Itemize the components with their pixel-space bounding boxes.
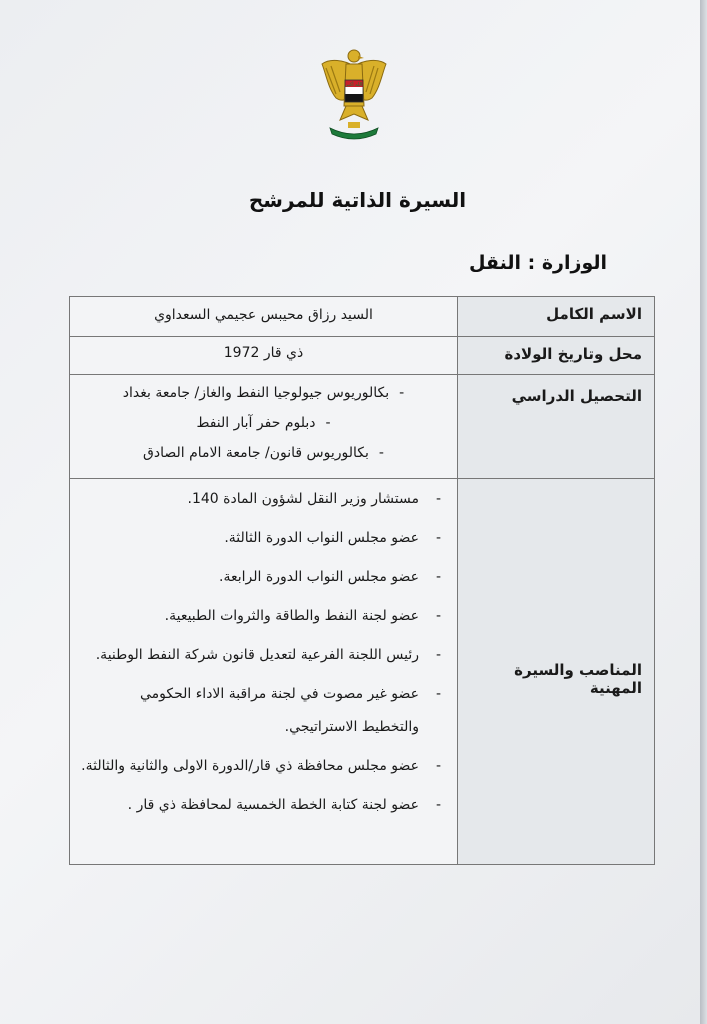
bullet-dash: - [435,569,441,585]
education-value [70,375,458,479]
list-item: -بكالوريوس جيولوجيا النفط والغاز/ جامعة بغداد [122,385,405,401]
page-edge [700,0,707,1024]
full-name-value: السيد رزاق محيبس عجيمي السعداوي [70,297,458,337]
table-row [70,297,655,337]
list-item: -دبلوم حفر آبار النفط [196,415,331,431]
list-item: -بكالوريوس قانون/ جامعة الامام الصادق [143,445,384,461]
bullet-dash: - [325,415,331,431]
bullet-dash: - [435,608,441,624]
list-item: - رئيس اللجنة الفرعية لتعديل قانون شركة النفط الوطنية. [80,639,447,672]
career-label: المناصب والسيرة المهنية [458,479,655,865]
bullet-dash: - [435,758,441,774]
iraq-emblem-icon [318,44,390,142]
bullet-dash: - [435,797,441,813]
bullet-dash: - [435,491,441,507]
career-value [70,479,458,865]
bullet-dash: - [435,647,441,663]
table-row [70,337,655,375]
ministry-line: الوزارة : النقل [468,252,607,274]
list-item: - عضو غير مصوت في لجنة مراقبة الاداء الحكومي والتخطيط الاستراتيجي. [80,678,447,744]
table-row [70,375,655,479]
bullet-dash: - [399,385,405,401]
bullet-dash: - [378,445,384,461]
full-name-label: الاسم الكامل [458,297,655,337]
education-label: التحصيل الدراسي [458,375,655,479]
list-item: - عضو لجنة النفط والطاقة والثروات الطبيعية. [80,600,447,633]
birth-label: محل وتاريخ الولادة [458,337,655,375]
table-row [70,479,655,865]
list-item: - عضو مجلس محافظة ذي قار/الدورة الاولى والثانية والثالثة. [80,750,447,783]
emblem-text: الله أكبر [345,82,363,88]
bullet-dash: - [435,530,441,546]
page-title: السيرة الذاتية للمرشح [248,188,467,212]
birth-value: ذي قار 1972 [70,337,458,375]
bullet-dash: - [435,686,441,702]
list-item: - عضو مجلس النواب الدورة الثالثة. [80,522,447,555]
cv-table [69,296,655,865]
list-item: - عضو مجلس النواب الدورة الرابعة. [80,561,447,594]
list-item: - مستشار وزير النقل لشؤون المادة 140. [80,483,447,516]
list-item: - عضو لجنة كتابة الخطة الخمسية لمحافظة ذي قار . [80,789,447,822]
